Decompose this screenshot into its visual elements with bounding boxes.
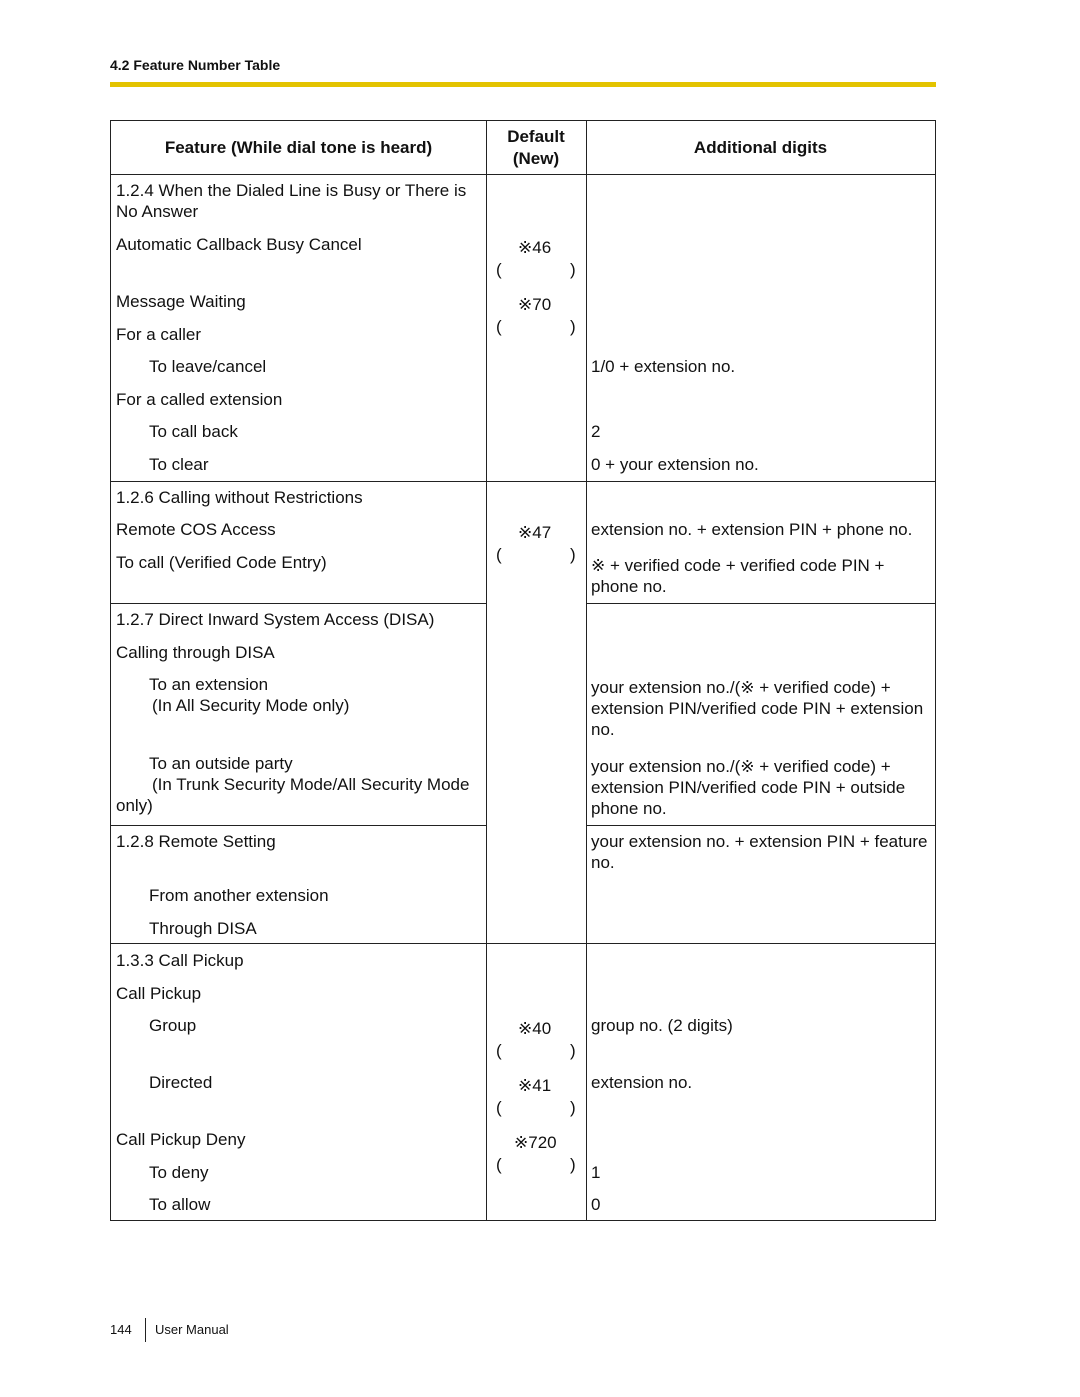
- feature-text: For a caller: [116, 325, 202, 344]
- feature-text: From another extension: [149, 886, 329, 905]
- feature-text: To allow: [149, 1195, 211, 1214]
- feature-text: To leave/cancel: [149, 357, 267, 376]
- feature-text: No Answer: [116, 202, 199, 221]
- header-feature: Feature (While dial tone is heard): [164, 138, 433, 157]
- paren-close: ): [570, 260, 576, 279]
- feature-text: only): [116, 796, 153, 815]
- feature-text: Automatic Callback Busy Cancel: [116, 235, 362, 254]
- additional-text: ※ + verified code + verified code PIN +: [591, 556, 885, 575]
- feature-text: Group: [149, 1016, 197, 1035]
- paren-open: (: [496, 317, 502, 336]
- additional-text: group no. (2 digits): [591, 1016, 733, 1035]
- additional-text: your extension no. + extension PIN + feature: [591, 832, 928, 851]
- additional-text: no.: [591, 853, 615, 872]
- additional-text: 1/0 + extension no.: [591, 357, 736, 376]
- feature-text: 1.2.7 Direct Inward System Access (DISA): [116, 610, 435, 629]
- row-divider: [111, 825, 486, 826]
- feature-text: To an extension: [149, 675, 269, 694]
- feature-text: (In All Security Mode only): [152, 696, 350, 715]
- paren-open: (: [496, 1155, 502, 1174]
- row-divider: [586, 825, 935, 826]
- paren-open: (: [496, 1098, 502, 1117]
- additional-text: no.: [591, 720, 615, 739]
- additional-text: 2: [591, 422, 601, 441]
- feature-text: 1.3.3 Call Pickup: [116, 951, 244, 970]
- feature-text: For a called extension: [116, 390, 283, 409]
- feature-text: To call (Verified Code Entry): [116, 553, 327, 572]
- feature-text: Directed: [149, 1073, 213, 1092]
- paren-open: (: [496, 545, 502, 564]
- default-code: ※41: [518, 1076, 552, 1095]
- section-header: 4.2 Feature Number Table: [110, 57, 281, 73]
- additional-text: extension PIN/verified code PIN + extension: [591, 699, 924, 718]
- feature-text: 1.2.6 Calling without Restrictions: [116, 488, 363, 507]
- paren-close: ): [570, 1041, 576, 1060]
- feature-number-table: [110, 120, 936, 1221]
- paren-open: (: [496, 1041, 502, 1060]
- feature-text: Through DISA: [149, 919, 257, 938]
- default-code: ※47: [518, 523, 552, 542]
- row-divider: [586, 603, 935, 604]
- header-rule: [110, 82, 936, 87]
- additional-text: extension no.: [591, 1073, 693, 1092]
- feature-text: To call back: [149, 422, 238, 441]
- paren-close: ): [570, 317, 576, 336]
- additional-text: 0 + your extension no.: [591, 455, 759, 474]
- row-divider: [111, 943, 935, 944]
- row-divider: [111, 174, 935, 175]
- feature-text: Message Waiting: [116, 292, 246, 311]
- paren-open: (: [496, 260, 502, 279]
- additional-text: extension no. + extension PIN + phone no.: [591, 520, 913, 539]
- paren-close: ): [570, 1098, 576, 1117]
- feature-text: 1.2.8 Remote Setting: [116, 832, 276, 851]
- header-default: Default: [507, 127, 565, 146]
- row-divider: [111, 603, 486, 604]
- header-additional-digits: Additional digits: [693, 138, 828, 157]
- additional-text: your extension no./(※ + verified code) +: [591, 678, 891, 697]
- additional-text: phone no.: [591, 799, 667, 818]
- row-divider: [111, 481, 935, 482]
- default-code: ※720: [514, 1133, 557, 1152]
- additional-text: 1: [591, 1163, 601, 1182]
- feature-text: (In Trunk Security Mode/All Security Mode: [152, 775, 470, 794]
- default-code: ※40: [518, 1019, 552, 1038]
- footer-divider: [145, 1318, 146, 1342]
- feature-text: To an outside party: [149, 754, 293, 773]
- feature-text: Call Pickup: [116, 984, 202, 1003]
- feature-text: Remote COS Access: [116, 520, 276, 539]
- page-number: 144: [110, 1322, 132, 1337]
- default-code: ※46: [518, 238, 552, 257]
- paren-close: ): [570, 545, 576, 564]
- footer-title: User Manual: [155, 1322, 229, 1337]
- header-default-new: (New): [512, 149, 560, 168]
- additional-text: your extension no./(※ + verified code) +: [591, 757, 891, 776]
- additional-text: extension PIN/verified code PIN + outside: [591, 778, 906, 797]
- paren-close: ): [570, 1155, 576, 1174]
- feature-text: Calling through DISA: [116, 643, 275, 662]
- default-code: ※70: [518, 295, 552, 314]
- feature-text: Call Pickup Deny: [116, 1130, 246, 1149]
- additional-text: 0: [591, 1195, 601, 1214]
- feature-text: To clear: [149, 455, 209, 474]
- additional-text: phone no.: [591, 577, 667, 596]
- feature-text: To deny: [149, 1163, 209, 1182]
- column-divider: [586, 121, 587, 1220]
- feature-text: 1.2.4 When the Dialed Line is Busy or There is: [116, 181, 467, 200]
- column-divider: [486, 121, 487, 1220]
